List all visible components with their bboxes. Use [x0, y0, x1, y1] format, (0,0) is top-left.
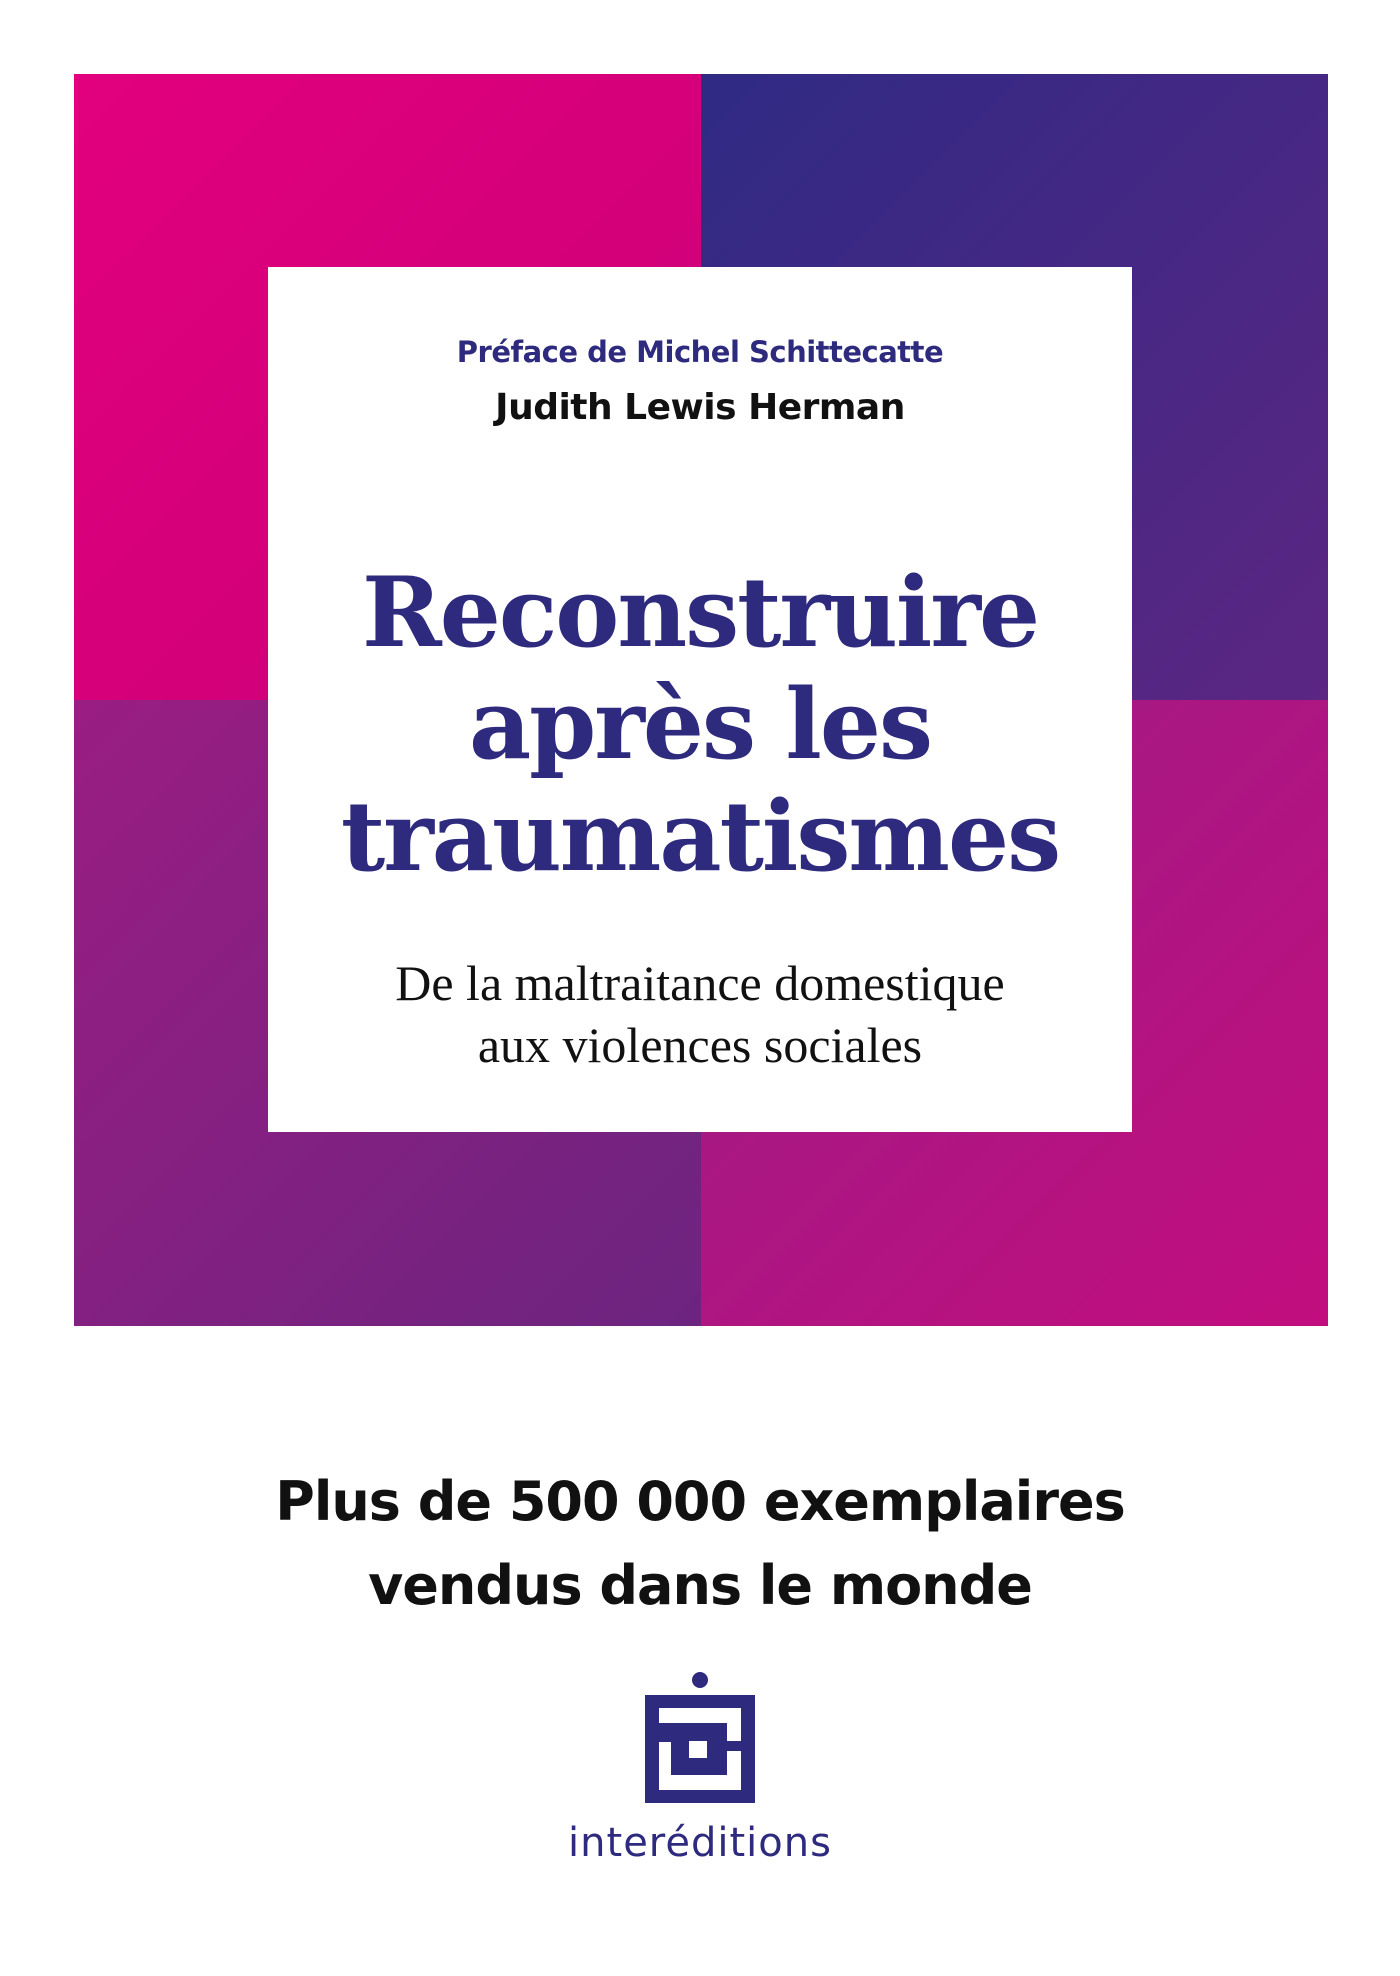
title-card: [268, 267, 1132, 1132]
author-name: Judith Lewis Herman: [495, 387, 905, 428]
sales-tagline: [0, 1460, 1400, 1628]
intereditions-logo-icon: [645, 1670, 755, 1805]
tagline-line: Plus de 500 000 exemplaires: [275, 1470, 1125, 1533]
preface-credit: Préface de Michel Schittecatte: [456, 335, 944, 369]
tagline-line: vendus dans le monde: [368, 1554, 1032, 1617]
book-subtitle: [268, 952, 1132, 1076]
title-line: Reconstruire: [361, 556, 1039, 669]
title-line: après les: [468, 668, 932, 781]
title-line: traumatismes: [340, 780, 1060, 893]
book-title: [268, 557, 1132, 893]
subtitle-line: De la maltraitance domestique: [395, 955, 1005, 1011]
subtitle-line: aux violences sociales: [477, 1017, 923, 1073]
publisher-name: interéditions: [568, 1820, 832, 1866]
